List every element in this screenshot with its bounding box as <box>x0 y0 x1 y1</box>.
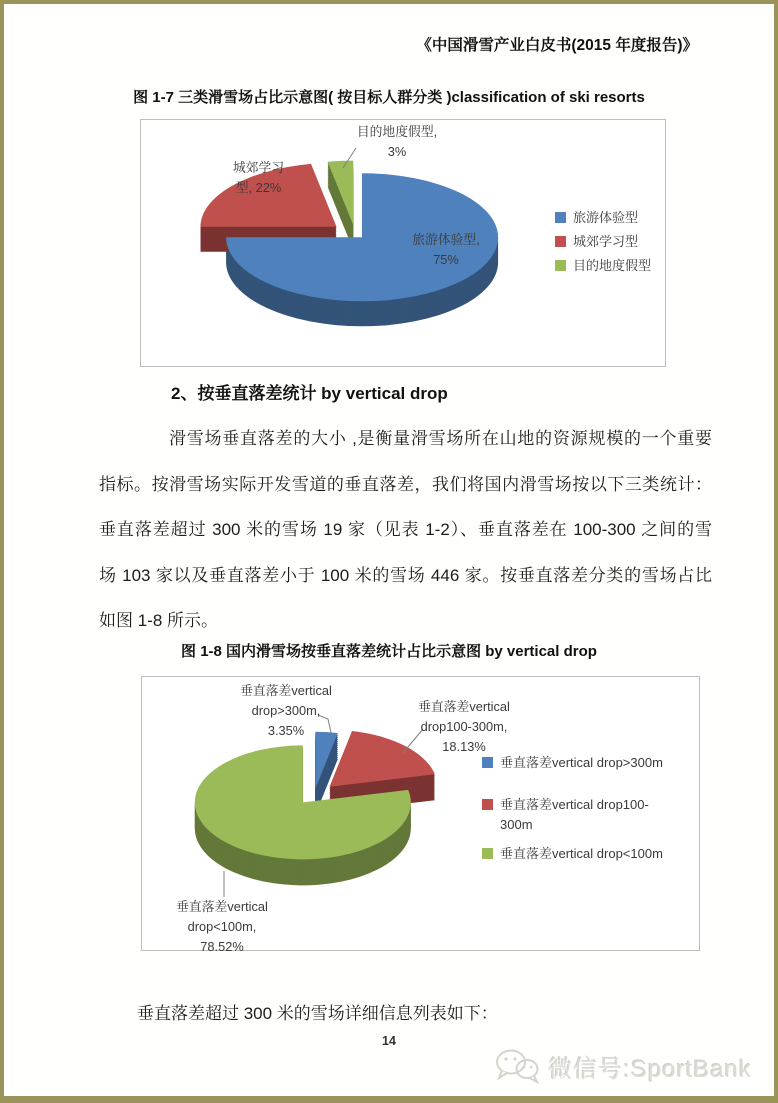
paragraph-line: 场 103 家以及垂直落差小于 100 米的雪场 446 家。按垂直落差分类的雪场占比 <box>99 565 712 585</box>
figure1-chart <box>140 119 666 367</box>
figure1-legend <box>555 210 651 282</box>
paragraph-line: 指标。按滑雪场实际开发雪道的垂直落差，我们将国内滑雪场按以下三类统计： <box>99 474 712 494</box>
slice-label-drop-under-100m: 垂直落差vertical drop<100m, 78.52% <box>176 899 268 954</box>
legend-item: 垂直落差vertical drop<100m <box>482 844 668 864</box>
section-heading: 2、按垂直落差统计 by vertical drop <box>171 384 448 403</box>
slice-label-drop-over-300m: 垂直落差vertical drop>300m, 3.35% <box>240 683 332 738</box>
slice-label-destination-resort: 目的地度假型, 3% <box>356 124 438 159</box>
footer-lead-text: 垂直落差超过 300 米的雪场详细信息列表如下： <box>137 1004 498 1023</box>
legend-swatch-green <box>555 260 566 271</box>
watermark-text: 微信号:SportBank <box>548 1055 752 1083</box>
legend-item: 城郊学习型 <box>555 234 651 250</box>
report-header-title: 《中国滑雪产业白皮书(2015 年度报告)》 <box>416 37 698 54</box>
figure1-caption: 图 1-7 三类滑雪场占比示意图( 按目标人群分类 )classification of ski resorts <box>133 89 645 106</box>
slice-label-suburban-learning: 城郊学习 型, 22% <box>232 160 285 195</box>
slice-label-drop-100-300m: 垂直落差vertical drop100-300m, 18.13% <box>418 699 510 754</box>
figure2-chart <box>141 676 700 954</box>
paragraph-line: 垂直落差超过 300 米的雪场 19 家（见表 1-2）、垂直落差在 100-300 之间的雪 <box>99 520 712 539</box>
legend-item: 旅游体验型 <box>555 210 651 226</box>
paragraph-line: 如图 1-8 所示。 <box>99 611 219 630</box>
slice-label-tourism-experience: 旅游体验型, 75% <box>412 232 480 267</box>
legend-swatch-green <box>482 848 493 859</box>
legend-item: 目的地度假型 <box>555 258 651 274</box>
legend-item: 垂直落差vertical drop100-300m <box>482 795 668 835</box>
legend-swatch-blue <box>555 212 566 223</box>
page-number: 14 <box>382 1034 396 1048</box>
watermark <box>494 1048 752 1084</box>
figure2-caption: 图 1-8 国内滑雪场按垂直落差统计占比示意图 by vertical drop <box>181 643 597 660</box>
body-paragraph <box>99 416 712 644</box>
legend-item: 垂直落差vertical drop>300m <box>482 753 668 773</box>
legend-swatch-red <box>482 799 493 810</box>
figure2-legend <box>482 753 668 886</box>
paragraph-line: 滑雪场垂直落差的大小 ,是衡量滑雪场所在山地的资源规模的一个重要 <box>169 429 712 448</box>
legend-swatch-blue <box>482 757 493 768</box>
wechat-icon <box>494 1048 540 1084</box>
legend-swatch-red <box>555 236 566 247</box>
